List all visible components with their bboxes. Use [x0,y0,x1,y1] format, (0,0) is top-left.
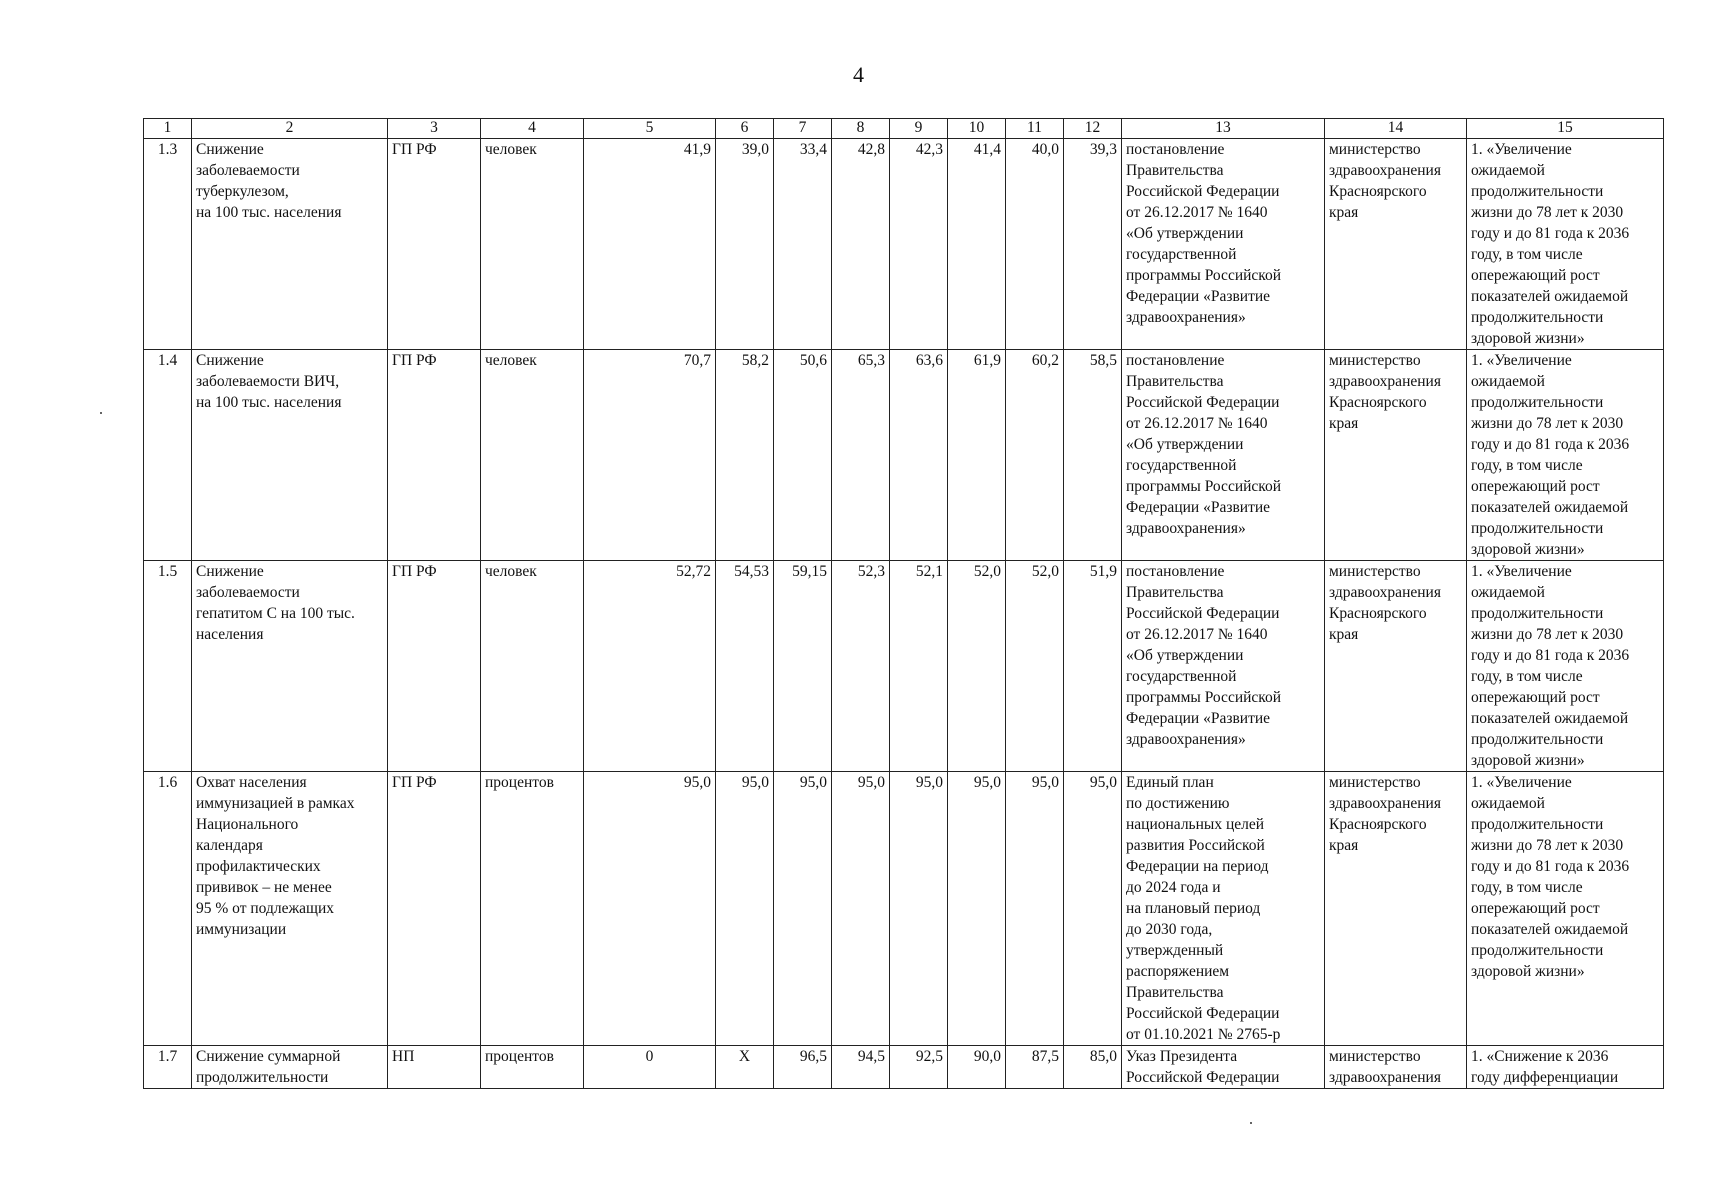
value-cell: 42,3 [890,139,948,350]
indicator-name: Охват населения иммунизацией в рамках Национального календаря профилактических прививок – не менее 95 % от подлежащих иммунизации [192,772,388,1046]
col-header: 4 [481,119,584,139]
col-header: 7 [774,119,832,139]
indicator-level: ГП РФ [388,561,481,772]
row-number: 1.7 [144,1046,192,1089]
value-cell: 60,2 [1006,350,1064,561]
value-cell: 40,0 [1006,139,1064,350]
scan-speck [100,412,102,414]
unit: процентов [481,1046,584,1089]
value-cell: 63,6 [890,350,948,561]
indicator-name: Снижение заболеваемости туберкулезом, на 100 тыс. населения [192,139,388,350]
national-goal: 1. «Увеличение ожидаемой продолжительности жизни до 78 лет к 2030 году и до 81 года к 2036 году, в том числе опережающий рост показателей ожидаемой продолжительности здоровой жизни» [1467,350,1664,561]
row-number: 1.3 [144,139,192,350]
indicator-level: ГП РФ [388,772,481,1046]
value-cell: 41,9 [584,139,716,350]
col-header: 2 [192,119,388,139]
legal-basis: Указ Президента Российской Федерации [1122,1046,1325,1089]
value-cell: 95,0 [948,772,1006,1046]
col-header: 10 [948,119,1006,139]
value-cell: 51,9 [1064,561,1122,772]
unit: человек [481,561,584,772]
national-goal: 1. «Снижение к 2036 году дифференциации [1467,1046,1664,1089]
header-row [144,119,1664,139]
value-cell: 52,0 [1006,561,1064,772]
responsible-body: министерство здравоохранения [1325,1046,1467,1089]
value-cell: 58,2 [716,350,774,561]
col-header: 9 [890,119,948,139]
indicator-level: ГП РФ [388,139,481,350]
value-cell: Х [716,1046,774,1089]
value-cell: 65,3 [832,350,890,561]
col-header: 1 [144,119,192,139]
unit: человек [481,350,584,561]
value-cell: 58,5 [1064,350,1122,561]
indicator-name: Снижение суммарной продолжительности [192,1046,388,1089]
table-row [144,139,1664,350]
responsible-body: министерство здравоохранения Красноярского края [1325,350,1467,561]
value-cell: 90,0 [948,1046,1006,1089]
col-header: 8 [832,119,890,139]
value-cell: 96,5 [774,1046,832,1089]
value-cell: 0 [584,1046,716,1089]
value-cell: 95,0 [1006,772,1064,1046]
value-cell: 95,0 [716,772,774,1046]
value-cell: 95,0 [774,772,832,1046]
responsible-body: министерство здравоохранения Красноярского края [1325,139,1467,350]
row-number: 1.6 [144,772,192,1046]
col-header: 15 [1467,119,1664,139]
col-header: 5 [584,119,716,139]
value-cell: 95,0 [584,772,716,1046]
indicators-table [143,118,1664,1089]
responsible-body: министерство здравоохранения Красноярского края [1325,561,1467,772]
value-cell: 94,5 [832,1046,890,1089]
value-cell: 92,5 [890,1046,948,1089]
legal-basis: постановление Правительства Российской Федерации от 26.12.2017 № 1640 «Об утверждении государственной программы Российской Федерации «Развитие здравоохранения» [1122,561,1325,772]
value-cell: 95,0 [832,772,890,1046]
value-cell: 54,53 [716,561,774,772]
value-cell: 39,3 [1064,139,1122,350]
legal-basis: Единый план по достижению национальных целей развития Российской Федерации на период до 2024 года и на плановый период до 2030 года, утвержденный распоряжением Правительства Российской Федерации от 01.10.2021 № 2765-р [1122,772,1325,1046]
table-row [144,561,1664,772]
legal-basis: постановление Правительства Российской Федерации от 26.12.2017 № 1640 «Об утверждении государственной программы Российской Федерации «Развитие здравоохранения» [1122,350,1325,561]
value-cell: 33,4 [774,139,832,350]
value-cell: 52,1 [890,561,948,772]
col-header: 11 [1006,119,1064,139]
row-number: 1.4 [144,350,192,561]
table-row [144,1046,1664,1089]
indicator-name: Снижение заболеваемости гепатитом С на 100 тыс. населения [192,561,388,772]
value-cell: 41,4 [948,139,1006,350]
value-cell: 95,0 [1064,772,1122,1046]
row-number: 1.5 [144,561,192,772]
table-row [144,772,1664,1046]
value-cell: 52,0 [948,561,1006,772]
value-cell: 39,0 [716,139,774,350]
scan-speck [1250,1122,1252,1124]
national-goal: 1. «Увеличение ожидаемой продолжительности жизни до 78 лет к 2030 году и до 81 года к 2036 году, в том числе опережающий рост показателей ожидаемой продолжительности здоровой жизни» [1467,772,1664,1046]
value-cell: 85,0 [1064,1046,1122,1089]
indicator-name: Снижение заболеваемости ВИЧ, на 100 тыс. населения [192,350,388,561]
national-goal: 1. «Увеличение ожидаемой продолжительности жизни до 78 лет к 2030 году и до 81 года к 2036 году, в том числе опережающий рост показателей ожидаемой продолжительности здоровой жизни» [1467,561,1664,772]
col-header: 14 [1325,119,1467,139]
value-cell: 70,7 [584,350,716,561]
page-number: 4 [853,62,864,87]
value-cell: 61,9 [948,350,1006,561]
value-cell: 42,8 [832,139,890,350]
value-cell: 59,15 [774,561,832,772]
col-header: 6 [716,119,774,139]
legal-basis: постановление Правительства Российской Федерации от 26.12.2017 № 1640 «Об утверждении государственной программы Российской Федерации «Развитие здравоохранения» [1122,139,1325,350]
value-cell: 52,3 [832,561,890,772]
indicator-level: НП [388,1046,481,1089]
value-cell: 95,0 [890,772,948,1046]
value-cell: 52,72 [584,561,716,772]
unit: процентов [481,772,584,1046]
national-goal: 1. «Увеличение ожидаемой продолжительности жизни до 78 лет к 2030 году и до 81 года к 2036 году, в том числе опережающий рост показателей ожидаемой продолжительности здоровой жизни» [1467,139,1664,350]
unit: человек [481,139,584,350]
indicator-level: ГП РФ [388,350,481,561]
value-cell: 50,6 [774,350,832,561]
col-header: 12 [1064,119,1122,139]
col-header: 13 [1122,119,1325,139]
table-row [144,350,1664,561]
value-cell: 87,5 [1006,1046,1064,1089]
col-header: 3 [388,119,481,139]
responsible-body: министерство здравоохранения Красноярского края [1325,772,1467,1046]
